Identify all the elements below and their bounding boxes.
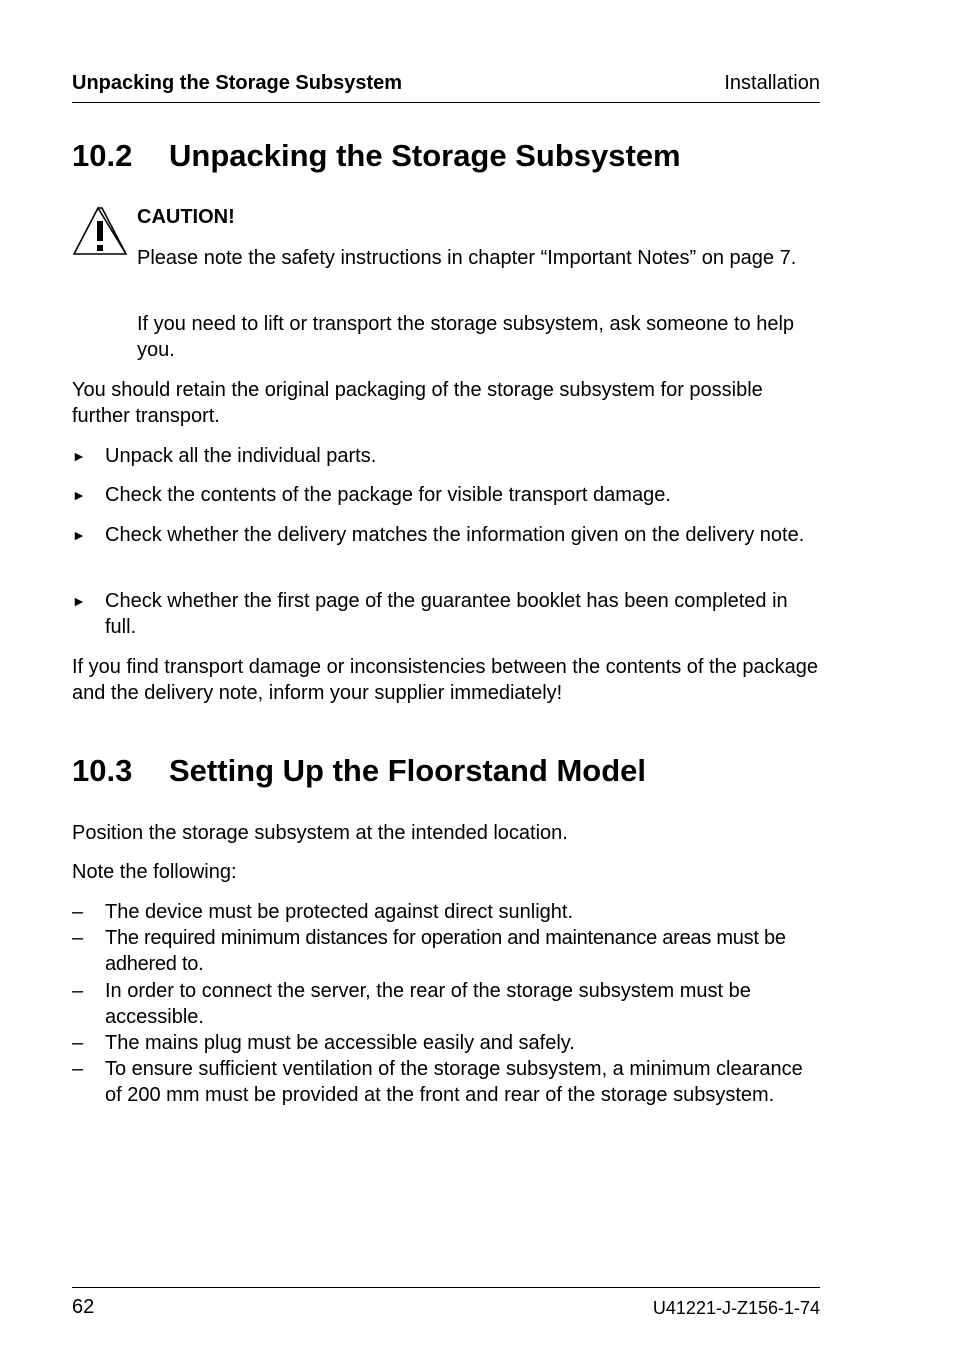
- bullet-arrow-icon: ►: [72, 487, 86, 503]
- bullet-arrow-icon: ►: [72, 448, 86, 464]
- closing-paragraph: If you find transport damage or inconsistencies between the contents of the package and the delivery note, inform your supplier immediately!: [72, 656, 819, 704]
- section-heading-10-3: [72, 753, 646, 789]
- section-title-text: Unpacking the Storage Subsystem: [169, 138, 681, 173]
- page-footer: [72, 1287, 820, 1328]
- header-section-name: Installation: [724, 72, 820, 94]
- list-item-text: Check whether the delivery matches the information given on the delivery note.: [105, 524, 805, 546]
- list-item-text: Check the contents of the package for visible transport damage.: [105, 484, 671, 506]
- caution-paragraph: Please note the safety instructions in chapter “Important Notes” on page 7.: [137, 247, 797, 269]
- section-heading-10-2: [72, 138, 681, 174]
- bullet-arrow-icon: ►: [72, 593, 86, 609]
- section-title-text: Setting Up the Floorstand Model: [169, 753, 647, 788]
- list-item-text: In order to connect the server, the rear of the storage subsystem must be accessible.: [105, 980, 751, 1028]
- intro-paragraph: You should retain the original packaging of the storage subsystem for possible further transport.: [72, 379, 763, 427]
- intro-paragraph: Position the storage subsystem at the intended location.: [72, 822, 568, 844]
- bullet-arrow-icon: ►: [72, 527, 86, 543]
- page-header: [72, 72, 820, 103]
- warning-exclamation-icon: [72, 204, 128, 258]
- section-number: 10.2: [72, 138, 133, 173]
- caution-label: CAUTION!: [137, 206, 235, 228]
- list-item-text: Check whether the first page of the guarantee booklet has been completed in full.: [105, 590, 788, 638]
- section-number: 10.3: [72, 753, 133, 788]
- dash-marker: –: [72, 927, 84, 949]
- page-number: 62: [72, 1296, 95, 1318]
- list-item-text: To ensure sufficient ventilation of the storage subsystem, a minimum clearance of 200 mm must be provided at the front and rear of the storage subsystem.: [105, 1058, 803, 1106]
- note-lead: Note the following:: [72, 861, 237, 883]
- document-id: U41221-J-Z156-1-74: [652, 1298, 820, 1318]
- list-item-text: The mains plug must be accessible easily and safely.: [105, 1032, 575, 1054]
- dash-marker: –: [72, 1032, 84, 1054]
- list-item-text: Unpack all the individual parts.: [105, 445, 377, 467]
- caution-paragraph: If you need to lift or transport the storage subsystem, ask someone to help you.: [137, 313, 795, 361]
- list-item-text: The device must be protected against direct sunlight.: [105, 901, 574, 923]
- header-chapter-title: Unpacking the Storage Subsystem: [72, 72, 403, 94]
- list-item-text: The required minimum distances for operation and maintenance areas must be adhered to.: [105, 927, 786, 975]
- dash-marker: –: [72, 901, 84, 923]
- dash-marker: –: [72, 1058, 84, 1080]
- dash-marker: –: [72, 980, 84, 1002]
